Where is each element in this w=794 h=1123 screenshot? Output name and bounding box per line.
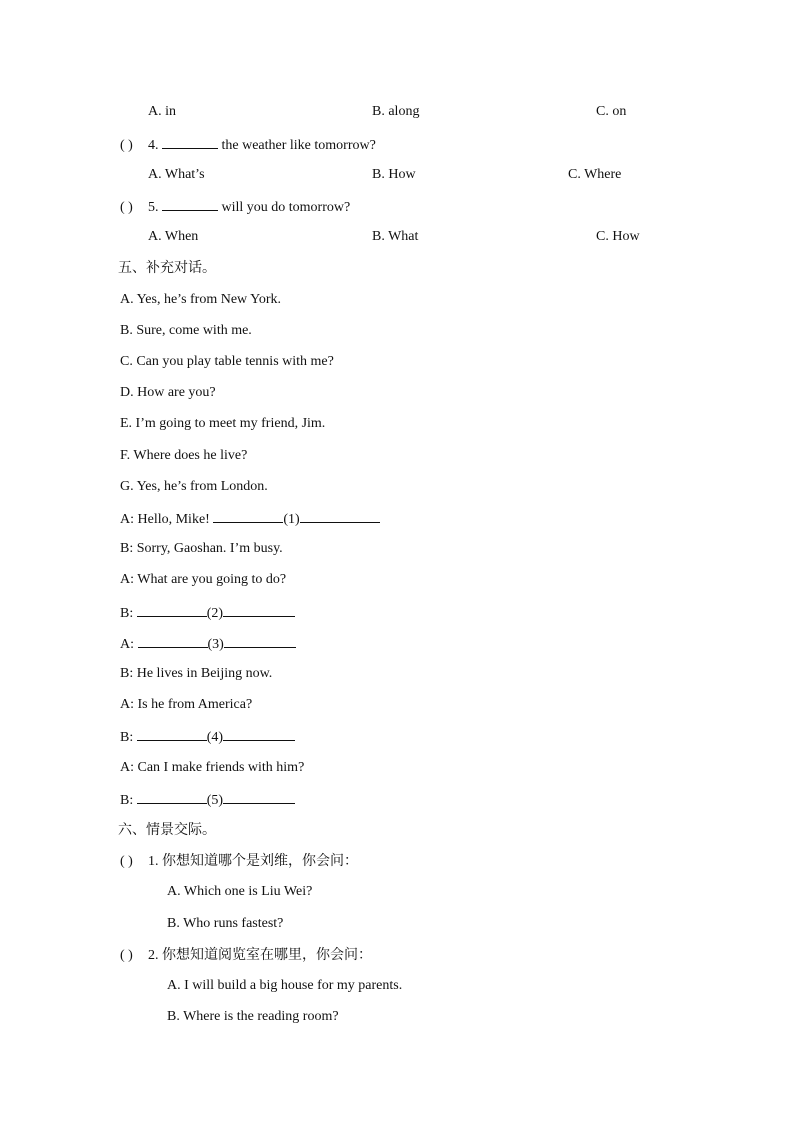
- dialogue-blank-right: [300, 508, 380, 523]
- dialogue-line-2: B: Sorry, Gaoshan. I’m busy.: [120, 541, 283, 556]
- q4-text: the weather like tomorrow?: [221, 138, 376, 153]
- s6-q1-line: [120, 851, 358, 872]
- q4-blank: [162, 134, 218, 149]
- s6-q2-option-a: A. I will build a big house for my parents.: [167, 978, 403, 993]
- dialogue-line-1: [120, 508, 380, 530]
- s6-q1-answer-paren: ( ): [120, 854, 133, 869]
- dialogue-speaker-text: A: Hello, Mike!: [120, 512, 214, 527]
- choice-e: E. I’m going to meet my friend, Jim.: [120, 416, 326, 431]
- dialogue-blank-left: [138, 633, 208, 648]
- dialogue-blank-right: [223, 602, 295, 617]
- dialogue-blank-left: [137, 602, 207, 617]
- q3-options: [0, 102, 794, 122]
- dialogue-line-8: [120, 726, 295, 748]
- dialogue-line-4: [120, 602, 295, 624]
- s6-q2-answer-paren: ( ): [120, 948, 133, 963]
- q5-text: will you do tomorrow?: [221, 200, 351, 215]
- dialogue-blank-left: [213, 508, 283, 523]
- s6-q2-option-b: B. Where is the reading room?: [167, 1009, 339, 1024]
- s6-q1-option-b: B. Who runs fastest?: [167, 916, 284, 931]
- s6-q2-line: [120, 945, 372, 966]
- q4-option-b: B. How: [372, 167, 416, 182]
- s6-q1-option-a: A. Which one is Liu Wei?: [167, 884, 313, 899]
- q4-answer-paren: ( ): [120, 138, 133, 153]
- section6-heading: 六、情景交际。: [118, 822, 216, 838]
- dialogue-line-7: A: Is he from America?: [120, 697, 253, 712]
- s6-q1-prompt: 你想知道哪个是刘维，你会问：: [162, 853, 358, 869]
- q3-option-b: B. along: [372, 104, 420, 119]
- q5-number: 5.: [148, 200, 159, 215]
- dialogue-line-6: B: He lives in Beijing now.: [120, 666, 273, 681]
- s6-q1-number: 1.: [148, 854, 159, 869]
- dialogue-line-3: A: What are you going to do?: [120, 572, 287, 587]
- q5-blank: [162, 196, 218, 211]
- dialogue-speaker-text: B:: [120, 793, 137, 808]
- q4-option-a: A. What’s: [148, 167, 205, 182]
- dialogue-blank-number: (1): [283, 512, 300, 527]
- q5-options: [0, 227, 794, 247]
- dialogue-blank-number: (3): [207, 637, 224, 652]
- dialogue-speaker-text: A:: [120, 637, 138, 652]
- q4-option-c: C. Where: [568, 167, 622, 182]
- q5-option-c: C. How: [596, 229, 640, 244]
- dialogue-speaker-text: B:: [120, 606, 137, 621]
- q5-answer-paren: ( ): [120, 200, 133, 215]
- dialogue-blank-right: [223, 789, 295, 804]
- dialogue-blank-number: (2): [206, 606, 224, 621]
- q4-number: 4.: [148, 138, 159, 153]
- choice-f: F. Where does he live?: [120, 448, 248, 463]
- q5-option-a: A. When: [148, 229, 199, 244]
- choice-g: G. Yes, he’s from London.: [120, 479, 268, 494]
- section5-heading: 五、补充对话。: [118, 260, 216, 276]
- q4-line: [120, 134, 376, 156]
- choice-c: C. Can you play table tennis with me?: [120, 354, 334, 369]
- dialogue-blank-number: (5): [206, 793, 224, 808]
- dialogue-blank-left: [137, 726, 207, 741]
- dialogue-line-10: [120, 789, 295, 811]
- dialogue-blank-left: [137, 789, 207, 804]
- q5-option-b: B. What: [372, 229, 419, 244]
- q3-option-a: A. in: [148, 104, 176, 119]
- choice-a: A. Yes, he’s from New York.: [120, 292, 282, 307]
- dialogue-speaker-text: B:: [120, 730, 137, 745]
- dialogue-line-5: [120, 633, 296, 655]
- dialogue-blank-right: [223, 726, 295, 741]
- dialogue-blank-number: (4): [206, 730, 224, 745]
- q3-option-c: C. on: [596, 104, 627, 119]
- choice-b: B. Sure, come with me.: [120, 323, 252, 338]
- dialogue-line-9: A: Can I make friends with him?: [120, 760, 305, 775]
- s6-q2-number: 2.: [148, 948, 159, 963]
- q4-options: [0, 165, 794, 185]
- s6-q2-prompt: 你想知道阅览室在哪里，你会问：: [162, 947, 372, 963]
- q5-line: [120, 196, 350, 218]
- choice-d: D. How are you?: [120, 385, 216, 400]
- dialogue-blank-right: [224, 633, 296, 648]
